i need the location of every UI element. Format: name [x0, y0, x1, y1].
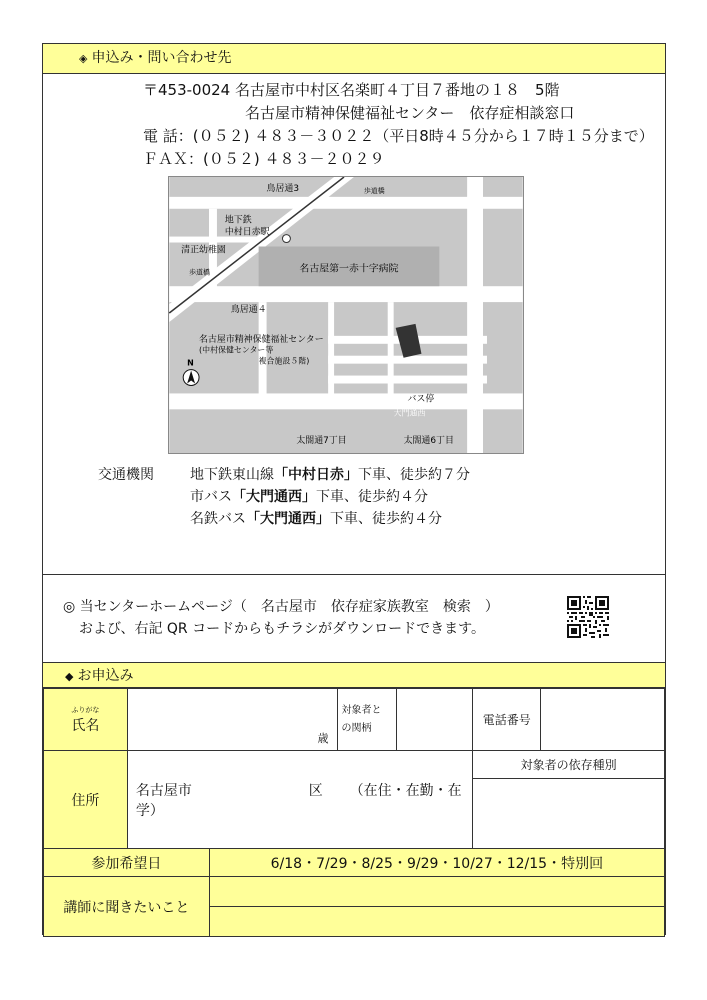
address-input[interactable]	[127, 751, 472, 849]
map-taiko7-label: 太閤通7丁目	[296, 436, 347, 447]
dependency-input[interactable]	[473, 779, 665, 849]
name-label-cell	[44, 689, 128, 751]
access-info	[98, 464, 470, 530]
application-header	[43, 662, 665, 688]
furigana-label: ふりがな	[71, 705, 100, 714]
map-station-label: 中村日赤駅	[224, 227, 270, 238]
contact-header	[43, 44, 665, 74]
age-unit: 歳	[317, 732, 329, 745]
access-line-citybus: 市バス「大門通西」下車、徒歩約４分	[190, 489, 428, 505]
address-line: 〒453-0024 名古屋市中村区名楽町４丁目７番地の１８ 5階	[143, 81, 560, 99]
relation-input[interactable]	[397, 689, 473, 751]
application-heading: お申込み	[77, 668, 134, 684]
map-center-label-2: (中村保健センター等	[199, 345, 274, 355]
access-map	[168, 176, 524, 454]
map-hodokyo-label: 歩道橋	[363, 186, 385, 195]
name-label: 氏名	[71, 717, 100, 734]
contact-heading: 申込み・問い合わせ先	[91, 50, 232, 66]
map-kindergarten-label: 清正幼稚園	[181, 245, 226, 256]
homepage-line-2: および、右記 QR コードからもチラシがダウンロードできます。	[79, 621, 485, 637]
flyer-frame	[42, 43, 666, 935]
map-daimon-label: 大門通西	[393, 408, 426, 418]
access-line-subway: 地下鉄東山線「中村日赤」下車、徒歩約７分	[190, 467, 470, 483]
homepage-info	[63, 596, 499, 640]
address-status: （在住・在勤・在学）	[135, 782, 462, 819]
map-subway-label: 地下鉄	[224, 215, 252, 226]
relation-label-cell: 対象者と の関柄	[337, 689, 397, 751]
diamond-bullet-icon: ◈	[79, 52, 88, 65]
map-taiko6-label: 太閤通6丁目	[403, 436, 454, 447]
homepage-line-1: ◎ 当センターホームページ（ 名古屋市 依存症家族教室 検索 ）	[63, 599, 499, 615]
address-label: 住所	[44, 751, 128, 849]
application-form	[43, 688, 665, 937]
access-label: 交通機関	[98, 467, 154, 483]
map-hodokyo-left-label: 歩道橋	[189, 268, 210, 277]
diamond-bullet-icon: ◆	[65, 670, 74, 683]
address-city: 名古屋市	[135, 782, 192, 799]
map-bus-stop-label: バス停	[407, 394, 435, 405]
access-line-meitetsu: 名鉄バス「大門通西」下車、徒歩約４分	[190, 511, 442, 527]
questions-input-line-2[interactable]	[209, 907, 664, 937]
dates-options[interactable]: 6/18・7/29・8/25・9/29・10/27・12/15・特別回	[209, 849, 664, 877]
map-hospital-label: 名古屋第一赤十字病院	[299, 263, 399, 275]
questions-label: 講師に聞きたいこと	[44, 877, 210, 937]
map-torii4-label: 鳥居通４	[230, 305, 267, 316]
phone-label: 電話番号	[473, 689, 541, 751]
phone-line: 電 話：(０５２) ４８３－３０２２（平日8時４５分から１７時１５分まで）	[143, 127, 654, 145]
dependency-label: 対象者の依存種別	[473, 751, 665, 779]
questions-input-line-1[interactable]	[209, 877, 664, 907]
section-divider	[43, 574, 665, 575]
dates-label: 参加希望日	[44, 849, 210, 877]
qr-code-icon[interactable]	[567, 596, 609, 638]
map-center-label-1: 名古屋市精神保健福祉センター	[199, 334, 324, 345]
office-name: 名古屋市精神保健福祉センター 依存症相談窓口	[245, 104, 575, 122]
address-ward: 区	[308, 782, 323, 799]
fax-line: ＦＡＸ：(０５２) ４８３－２０２９	[143, 150, 385, 168]
phone-input[interactable]	[541, 689, 665, 751]
contact-block	[143, 79, 654, 171]
name-input[interactable]	[127, 689, 337, 751]
map-torii3-label: 鳥居通3	[266, 183, 300, 194]
map-north-label: N	[187, 358, 194, 368]
station-marker-icon	[282, 235, 290, 243]
map-center-label-3: 複合施設５階)	[258, 356, 310, 366]
